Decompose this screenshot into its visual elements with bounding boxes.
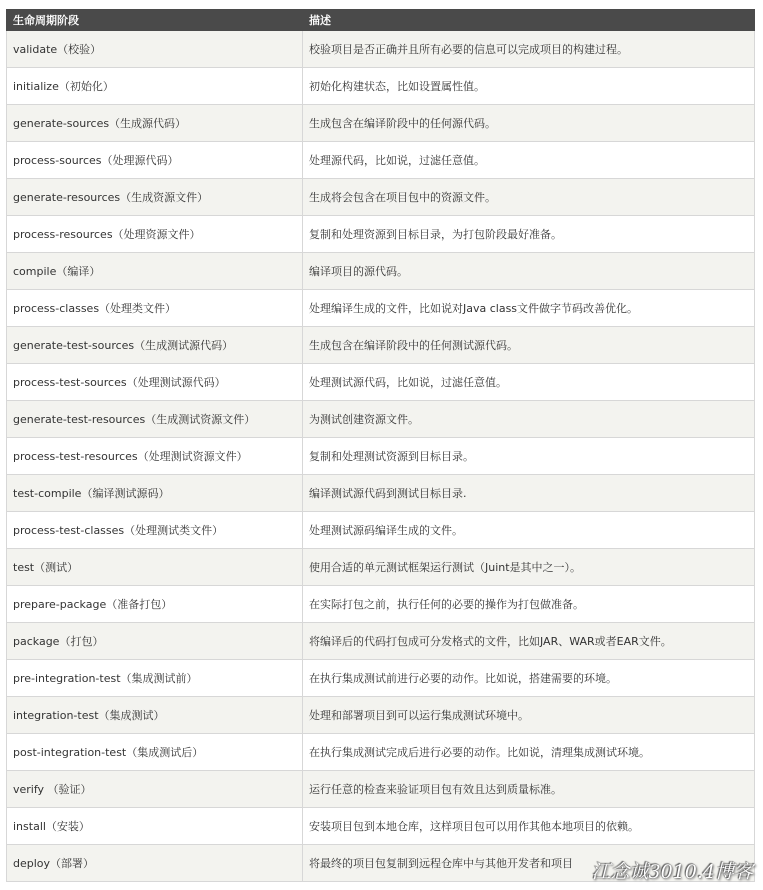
phase-cell: process-classes（处理类文件） <box>7 290 303 327</box>
phase-cell: process-test-sources（处理测试源代码） <box>7 364 303 401</box>
description-cell: 生成将会包含在项目包中的资源文件。 <box>303 179 755 216</box>
description-cell: 校验项目是否正确并且所有必要的信息可以完成项目的构建过程。 <box>303 31 755 68</box>
table-row <box>7 253 755 290</box>
description-cell: 编译项目的源代码。 <box>303 253 755 290</box>
phase-cell: process-sources（处理源代码） <box>7 142 303 179</box>
description-cell: 在执行集成测试完成后进行必要的动作。比如说，清理集成测试环境。 <box>303 734 755 771</box>
blog-watermark: 江念诚3010.4博客 <box>591 861 753 883</box>
phase-cell: process-test-resources（处理测试资源文件） <box>7 438 303 475</box>
table-row <box>7 771 755 808</box>
description-cell: 复制和处理资源到目标目录，为打包阶段最好准备。 <box>303 216 755 253</box>
phase-cell: process-resources（处理资源文件） <box>7 216 303 253</box>
description-cell: 生成包含在编译阶段中的任何源代码。 <box>303 105 755 142</box>
phase-cell: integration-test（集成测试） <box>7 697 303 734</box>
phase-cell: generate-test-resources（生成测试资源文件） <box>7 401 303 438</box>
description-cell: 处理测试源代码，比如说，过滤任意值。 <box>303 364 755 401</box>
table-row <box>7 327 755 364</box>
phase-cell: install（安装） <box>7 808 303 845</box>
description-cell: 将最终的项目包复制到远程仓库中与其他开发者和项目 <box>303 845 755 882</box>
phase-cell: generate-test-sources（生成测试源代码） <box>7 327 303 364</box>
table-row <box>7 216 755 253</box>
phase-cell: generate-sources（生成源代码） <box>7 105 303 142</box>
lifecycle-table <box>6 9 755 882</box>
table-row <box>7 475 755 512</box>
table-row <box>7 179 755 216</box>
table-row <box>7 401 755 438</box>
table-row <box>7 808 755 845</box>
description-cell: 处理源代码，比如说，过滤任意值。 <box>303 142 755 179</box>
description-cell: 编译测试源代码到测试目标目录. <box>303 475 755 512</box>
header-description: 描述 <box>303 10 755 31</box>
table-row <box>7 623 755 660</box>
table-row <box>7 142 755 179</box>
description-cell: 初始化构建状态，比如设置属性值。 <box>303 68 755 105</box>
description-cell: 为测试创建资源文件。 <box>303 401 755 438</box>
phase-cell: generate-resources（生成资源文件） <box>7 179 303 216</box>
phase-cell: prepare-package（准备打包） <box>7 586 303 623</box>
description-cell: 将编译后的代码打包成可分发格式的文件，比如JAR、WAR或者EAR文件。 <box>303 623 755 660</box>
table-row <box>7 697 755 734</box>
phase-cell: test-compile（编译测试源码） <box>7 475 303 512</box>
phase-cell: validate（校验） <box>7 31 303 68</box>
phase-cell: pre-integration-test（集成测试前） <box>7 660 303 697</box>
table-row <box>7 734 755 771</box>
description-cell: 使用合适的单元测试框架运行测试（Juint是其中之一）。 <box>303 549 755 586</box>
table-row <box>7 586 755 623</box>
table-row <box>7 845 755 882</box>
phase-cell: test（测试） <box>7 549 303 586</box>
phase-cell: verify （验证） <box>7 771 303 808</box>
table-row <box>7 660 755 697</box>
phase-cell: post-integration-test（集成测试后） <box>7 734 303 771</box>
phase-cell: deploy（部署） <box>7 845 303 882</box>
lifecycle-table-container <box>6 9 754 882</box>
phase-cell: initialize（初始化） <box>7 68 303 105</box>
description-cell: 生成包含在编译阶段中的任何测试源代码。 <box>303 327 755 364</box>
description-cell: 安装项目包到本地仓库，这样项目包可以用作其他本地项目的依赖。 <box>303 808 755 845</box>
description-cell: 在执行集成测试前进行必要的动作。比如说，搭建需要的环境。 <box>303 660 755 697</box>
table-row <box>7 512 755 549</box>
description-cell: 在实际打包之前，执行任何的必要的操作为打包做准备。 <box>303 586 755 623</box>
phase-cell: process-test-classes（处理测试类文件） <box>7 512 303 549</box>
phase-cell: package（打包） <box>7 623 303 660</box>
header-phase: 生命周期阶段 <box>7 10 303 31</box>
description-cell: 处理和部署项目到可以运行集成测试环境中。 <box>303 697 755 734</box>
phase-cell: compile（编译） <box>7 253 303 290</box>
description-cell: 运行任意的检查来验证项目包有效且达到质量标准。 <box>303 771 755 808</box>
table-row <box>7 549 755 586</box>
table-row <box>7 290 755 327</box>
description-cell: 处理测试源码编译生成的文件。 <box>303 512 755 549</box>
table-row <box>7 105 755 142</box>
description-cell: 处理编译生成的文件，比如说对Java class文件做字节码改善优化。 <box>303 290 755 327</box>
table-row <box>7 364 755 401</box>
description-cell: 复制和处理测试资源到目标目录。 <box>303 438 755 475</box>
table-row <box>7 438 755 475</box>
table-header-row <box>7 10 755 31</box>
table-row <box>7 31 755 68</box>
table-row <box>7 68 755 105</box>
